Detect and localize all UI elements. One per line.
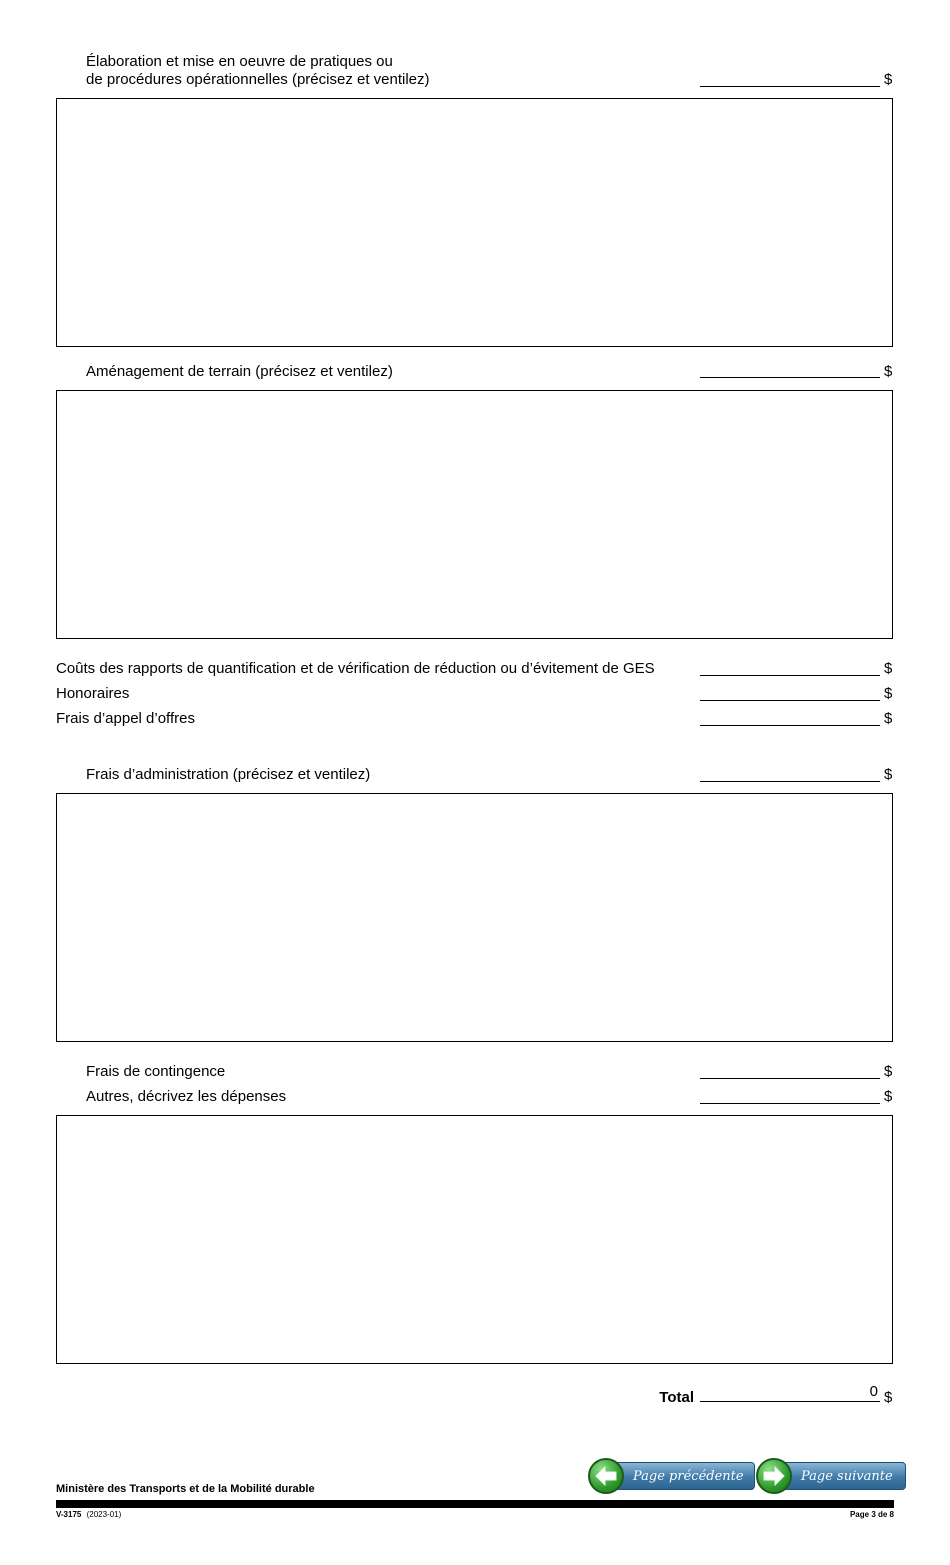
next-page-button[interactable] <box>756 1456 906 1496</box>
next-page-label: Page suivante <box>778 1462 906 1490</box>
tender-amount-input[interactable] <box>700 707 880 726</box>
ghg-reports-amount-input[interactable] <box>700 657 880 676</box>
admin-amount-input[interactable] <box>700 763 880 782</box>
page-number: Page 3 de 8 <box>849 1510 894 1519</box>
land-label: Aménagement de terrain (précisez et ventilez) <box>86 363 393 380</box>
footer-rule <box>56 1500 894 1508</box>
contingency-amount-input[interactable] <box>700 1060 880 1079</box>
form-date: (2023-01) <box>86 1510 122 1519</box>
total-label: Total <box>659 1389 694 1406</box>
tender-currency: $ <box>884 710 893 727</box>
fees-currency: $ <box>884 685 893 702</box>
operational-label-line2: de procédures opérationnelles (précisez et ventilez) <box>86 71 430 88</box>
contingency-currency: $ <box>884 1063 893 1080</box>
operational-currency: $ <box>884 71 893 88</box>
fees-label: Honoraires <box>56 685 130 702</box>
other-currency: $ <box>884 1088 893 1105</box>
total-value: 0 <box>700 1384 880 1402</box>
other-details-textarea[interactable] <box>56 1115 893 1364</box>
operational-details-textarea[interactable] <box>56 98 893 347</box>
form-code: V-3175 <box>56 1510 82 1519</box>
fees-amount-input[interactable] <box>700 682 880 701</box>
operational-amount-input[interactable] <box>700 68 880 87</box>
tender-label: Frais d’appel d’offres <box>56 710 195 727</box>
land-details-textarea[interactable] <box>56 390 893 639</box>
land-amount-input[interactable] <box>700 359 880 378</box>
land-currency: $ <box>884 363 893 380</box>
ministry-name: Ministère des Transports et de la Mobilité durable <box>56 1483 315 1495</box>
previous-page-label: Page précédente <box>610 1462 755 1490</box>
previous-page-button[interactable] <box>588 1456 755 1496</box>
operational-label-line1: Élaboration et mise en oeuvre de pratiques ou <box>86 53 393 70</box>
arrow-left-icon <box>588 1458 624 1494</box>
total-currency: $ <box>884 1389 893 1406</box>
arrow-right-icon <box>756 1458 792 1494</box>
other-label: Autres, décrivez les dépenses <box>86 1088 287 1105</box>
admin-label: Frais d’administration (précisez et ventilez) <box>86 766 371 783</box>
other-amount-input[interactable] <box>700 1085 880 1104</box>
ghg-reports-label: Coûts des rapports de quantification et de vérification de réduction ou d’évitement de GES <box>56 660 655 677</box>
contingency-label: Frais de contingence <box>86 1063 226 1080</box>
admin-currency: $ <box>884 766 893 783</box>
admin-details-textarea[interactable] <box>56 793 893 1042</box>
form-identifier <box>56 1510 121 1519</box>
ghg-reports-currency: $ <box>884 660 893 677</box>
